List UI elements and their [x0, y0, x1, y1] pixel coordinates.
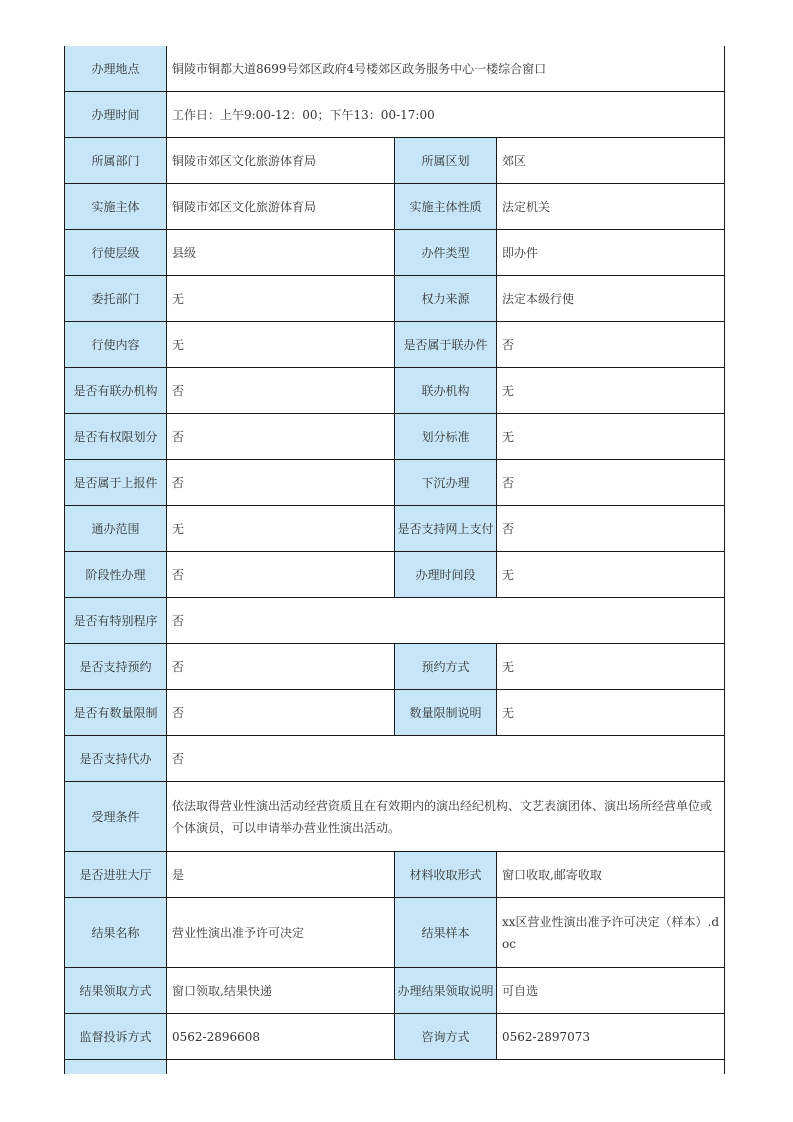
service-scope-label: 通办范围 [65, 506, 167, 552]
appointment-support-label: 是否支持预约 [65, 644, 167, 690]
row-department [65, 138, 725, 184]
row-result [65, 898, 725, 968]
appointment-method-value: 无 [497, 644, 725, 690]
special-procedure-label: 是否有特别程序 [65, 598, 167, 644]
division-standard-label: 划分标准 [395, 414, 497, 460]
joint-org-label: 联办机构 [395, 368, 497, 414]
implementer-value: 铜陵市郊区文化旅游体育局 [167, 184, 395, 230]
online-payment-label: 是否支持网上支付 [395, 506, 497, 552]
agent-support-label: 是否支持代办 [65, 736, 167, 782]
row-implementer [65, 184, 725, 230]
row-appointment [65, 644, 725, 690]
quantity-note-label: 数量限制说明 [395, 690, 497, 736]
result-sample-label: 结果样本 [395, 898, 497, 968]
district-value: 郊区 [497, 138, 725, 184]
pickup-note-value: 可自选 [497, 968, 725, 1014]
service-scope-value: 无 [167, 506, 395, 552]
row-special [65, 598, 725, 644]
row-location [65, 46, 725, 92]
row-hours [65, 92, 725, 138]
authority-division-value: 否 [167, 414, 395, 460]
district-label: 所属区划 [395, 138, 497, 184]
row-quantity [65, 690, 725, 736]
consult-contact-label: 咨询方式 [395, 1014, 497, 1060]
row-joint-org [65, 368, 725, 414]
row-hall [65, 852, 725, 898]
material-collection-value: 窗口收取,邮寄收取 [497, 852, 725, 898]
reported-case-value: 否 [167, 460, 395, 506]
power-source-label: 权力来源 [395, 276, 497, 322]
row-stage [65, 552, 725, 598]
joint-case-label: 是否属于联办件 [395, 322, 497, 368]
hours-label: 办理时间 [65, 92, 167, 138]
continued-value-cell [167, 1060, 725, 1075]
result-pickup-value: 窗口领取,结果快递 [167, 968, 395, 1014]
consult-contact-value: 0562-2897073 [497, 1014, 725, 1060]
exercise-content-value: 无 [167, 322, 395, 368]
complaint-contact-label: 监督投诉方式 [65, 1014, 167, 1060]
division-standard-value: 无 [497, 414, 725, 460]
entrusted-dept-label: 委托部门 [65, 276, 167, 322]
reported-case-label: 是否属于上报件 [65, 460, 167, 506]
row-entrusted [65, 276, 725, 322]
special-procedure-value: 否 [167, 598, 725, 644]
result-name-label: 结果名称 [65, 898, 167, 968]
in-hall-label: 是否进驻大厅 [65, 852, 167, 898]
handle-period-label: 办理时间段 [395, 552, 497, 598]
implementer-label: 实施主体 [65, 184, 167, 230]
service-info-table [64, 46, 725, 1074]
sinking-handle-label: 下沉办理 [395, 460, 497, 506]
row-conditions [65, 782, 725, 852]
row-contact [65, 1014, 725, 1060]
has-joint-org-label: 是否有联办机构 [65, 368, 167, 414]
row-pickup [65, 968, 725, 1014]
complaint-contact-value: 0562-2896608 [167, 1014, 395, 1060]
entrusted-dept-value: 无 [167, 276, 395, 322]
case-type-label: 办件类型 [395, 230, 497, 276]
case-type-value: 即办件 [497, 230, 725, 276]
location-label: 办理地点 [65, 46, 167, 92]
row-continued [65, 1060, 725, 1075]
result-pickup-label: 结果领取方式 [65, 968, 167, 1014]
row-agent [65, 736, 725, 782]
result-sample-value: xx区营业性演出准予许可决定（样本）.doc [497, 898, 725, 968]
agent-support-value: 否 [167, 736, 725, 782]
hours-value: 工作日：上午9:00-12：00；下午13：00-17:00 [167, 92, 725, 138]
quantity-note-value: 无 [497, 690, 725, 736]
row-authority [65, 414, 725, 460]
sinking-handle-value: 否 [497, 460, 725, 506]
continued-label-cell [65, 1060, 167, 1075]
joint-case-value: 否 [497, 322, 725, 368]
joint-org-value: 无 [497, 368, 725, 414]
appointment-support-value: 否 [167, 644, 395, 690]
quantity-limit-label: 是否有数量限制 [65, 690, 167, 736]
appointment-method-label: 预约方式 [395, 644, 497, 690]
handle-period-value: 无 [497, 552, 725, 598]
exercise-content-label: 行使内容 [65, 322, 167, 368]
pickup-note-label: 办理结果领取说明 [395, 968, 497, 1014]
has-joint-org-value: 否 [167, 368, 395, 414]
power-source-value: 法定本级行使 [497, 276, 725, 322]
department-label: 所属部门 [65, 138, 167, 184]
result-name-value: 营业性演出准予许可决定 [167, 898, 395, 968]
row-report [65, 460, 725, 506]
in-hall-value: 是 [167, 852, 395, 898]
row-level [65, 230, 725, 276]
stage-handle-label: 阶段性办理 [65, 552, 167, 598]
row-scope [65, 506, 725, 552]
implementer-nature-value: 法定机关 [497, 184, 725, 230]
level-label: 行使层级 [65, 230, 167, 276]
level-value: 县级 [167, 230, 395, 276]
location-value: 铜陵市铜都大道8699号郊区政府4号楼郊区政务服务中心一楼综合窗口 [167, 46, 725, 92]
online-payment-value: 否 [497, 506, 725, 552]
department-value: 铜陵市郊区文化旅游体育局 [167, 138, 395, 184]
quantity-limit-value: 否 [167, 690, 395, 736]
acceptance-conditions-value: 依法取得营业性演出活动经营资质且在有效期内的演出经纪机构、文艺表演团体、演出场所经营单位或个体演员，可以申请举办营业性演出活动。 [167, 782, 725, 852]
authority-division-label: 是否有权限划分 [65, 414, 167, 460]
row-content [65, 322, 725, 368]
acceptance-conditions-label: 受理条件 [65, 782, 167, 852]
implementer-nature-label: 实施主体性质 [395, 184, 497, 230]
material-collection-label: 材料收取形式 [395, 852, 497, 898]
stage-handle-value: 否 [167, 552, 395, 598]
